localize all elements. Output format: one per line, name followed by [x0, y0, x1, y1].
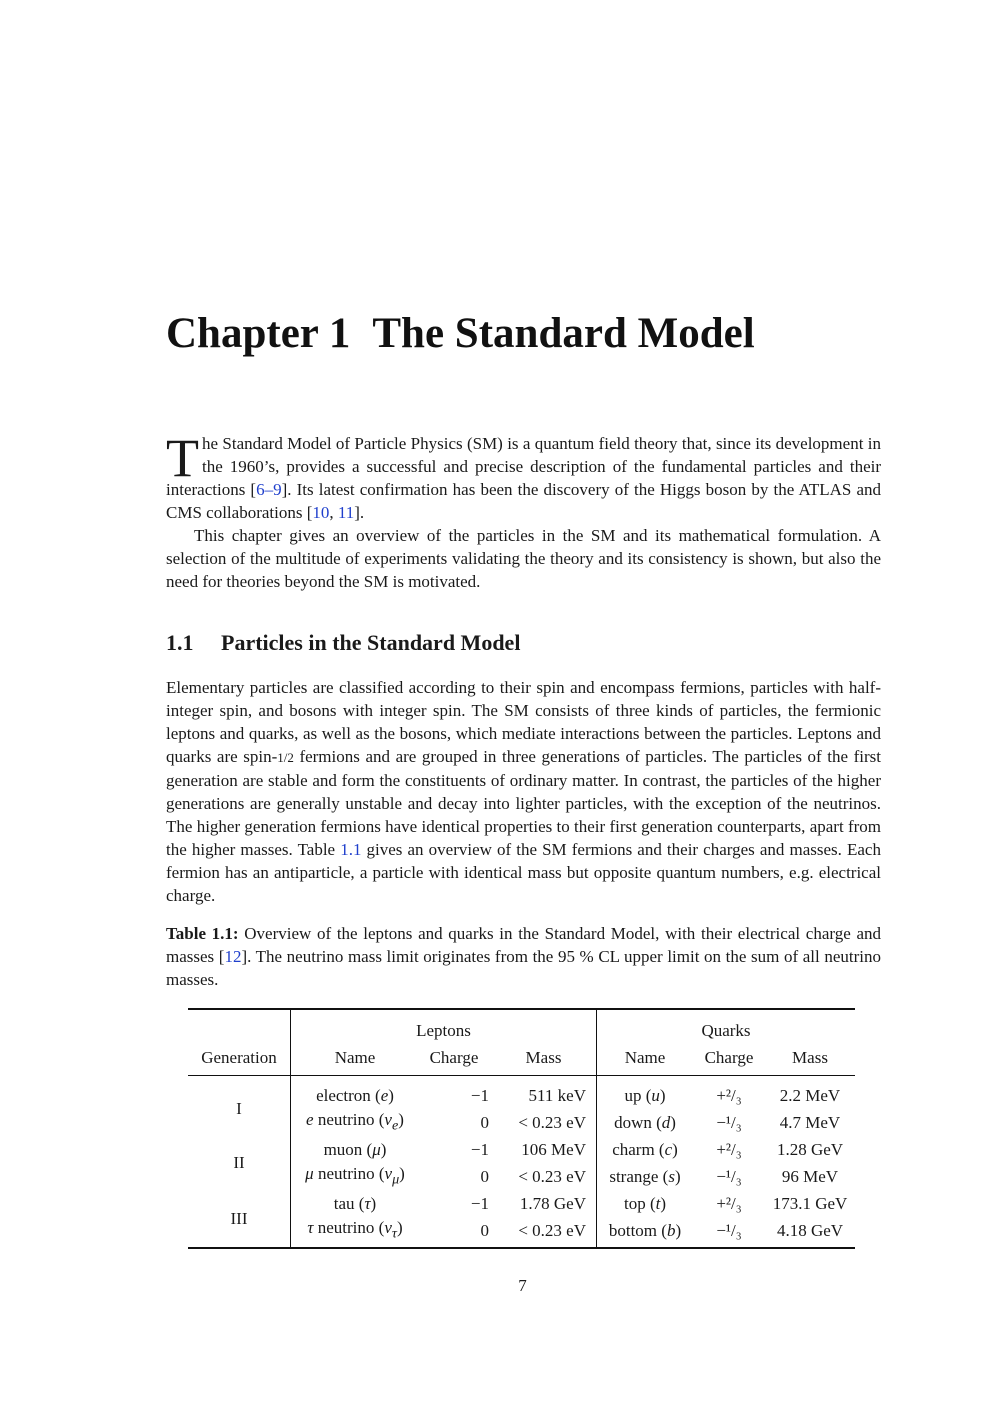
section-text-3: gives an overview of the SM fermions and their charges and masses. Each fermion has an antiparticle, a particle with identical mass but opposite quantum numbers, e.g. electrical charge.	[166, 840, 881, 905]
lepton-name-cell: τ neutrino $(\nu_\tau)$	[307, 1218, 403, 1242]
quark-mass-cell: 4.18 GeV	[776, 1220, 844, 1240]
citation-link[interactable]: 6–9	[256, 480, 282, 499]
quark-charge-cell: −¹/₃	[716, 1112, 742, 1132]
lepton-name-cell: μ neutrino $(\nu_\mu)$	[305, 1164, 405, 1188]
quark-mass-cell: 173.1 GeV	[772, 1193, 848, 1213]
quark-charge-cell: +²/₃	[716, 1139, 742, 1159]
citation-link[interactable]: 12	[224, 947, 242, 966]
quark-name-cell: up (u)	[624, 1085, 666, 1105]
quark-charge-cell: −¹/₃	[716, 1166, 742, 1186]
lepton-mass-cell: 1.78 GeV	[501, 1190, 597, 1217]
lepton-mass-cell: < 0.23 eV	[501, 1163, 597, 1190]
table-caption	[166, 922, 881, 991]
lepton-name-cell: muon (μ)	[323, 1139, 387, 1159]
intro-text-3: ].	[354, 503, 365, 522]
citation-separator: ,	[329, 503, 338, 522]
generation-cell: II	[188, 1136, 291, 1190]
chapter-name: The Standard Model	[372, 310, 755, 357]
caption-text-2: ]. The neutrino mass limit originates from the 95 % CL upper limit on the sum of all neutrino masses.	[166, 947, 881, 989]
table-column-header-row	[188, 1044, 855, 1076]
quark-mass-cell: 1.28 GeV	[776, 1139, 844, 1159]
intro-text-2: ]. Its latest confirmation has been the discovery of the Higgs boson by the ATLAS and CMS collaborations [	[166, 480, 881, 522]
lepton-charge-header: Charge	[429, 1047, 479, 1067]
quark-mass-header: Mass	[792, 1047, 828, 1067]
particle-table	[188, 1008, 855, 1249]
citation-link[interactable]: 11	[337, 503, 355, 522]
drop-cap: T	[166, 428, 199, 488]
section-text-2: fermions and are grouped in three generations of particles. The particles of the first generation are stable and form the constituents of ordinary matter. In contrast, the particles of the higher generations are generally unstable and decay into lighter particles, with the exception of the neutrinos. The higher generation fermions have identical properties to their first generation counterparts, apart from the higher masses. Table	[166, 747, 881, 859]
lepton-name-cell: tau (τ)	[333, 1193, 377, 1213]
table-row	[188, 1190, 855, 1217]
lepton-name-cell: e neutrino $(\nu_e)$	[306, 1110, 404, 1134]
generation-cell: I	[188, 1076, 291, 1137]
section-heading	[166, 628, 520, 658]
table-row	[188, 1136, 855, 1163]
lepton-name-header: Name	[334, 1047, 376, 1067]
lepton-charge-cell: −1	[470, 1139, 489, 1159]
lepton-mass-cell: 511 keV	[501, 1076, 597, 1110]
quark-charge-cell: +²/₃	[716, 1085, 742, 1105]
lepton-charge-cell: −1	[470, 1085, 489, 1105]
generation-cell: III	[188, 1190, 291, 1248]
quark-name-cell: strange (s)	[609, 1166, 681, 1186]
citation-link[interactable]: 10	[312, 503, 330, 522]
table-row	[188, 1076, 855, 1110]
quark-mass-cell: 2.2 MeV	[779, 1085, 841, 1105]
intro-paragraph-1	[166, 428, 881, 524]
chapter-intro	[166, 428, 881, 593]
page-number: 7	[518, 1276, 527, 1295]
lepton-name-cell: electron (e)	[316, 1085, 394, 1105]
lepton-charge-cell: 0	[480, 1220, 489, 1240]
lepton-mass-cell: < 0.23 eV	[501, 1217, 597, 1248]
table-reference-link[interactable]: 1.1	[340, 840, 362, 859]
quark-name-cell: top (t)	[623, 1193, 667, 1213]
lepton-mass-cell: 106 MeV	[501, 1136, 597, 1163]
quarks-group-header: Quarks	[701, 1020, 751, 1040]
section-paragraph	[166, 676, 881, 907]
quark-name-cell: bottom (b)	[608, 1220, 682, 1240]
lepton-mass-header: Mass	[501, 1044, 597, 1076]
caption-label: Table 1.1:	[166, 924, 239, 943]
quark-name-cell: down (d)	[614, 1112, 676, 1132]
section-number: 1.1	[166, 630, 194, 655]
table-header-empty	[188, 1009, 291, 1044]
quark-name-cell: charm (c)	[612, 1139, 678, 1159]
section-text-1: Elementary particles are classified according to their spin and encompass fermions, particles with half-integer spin, and bosons with integer spin. The SM consists of three kinds of particles, the fermionic leptons and quarks, as well as the bosons, which mediate interactions between the particles. Leptons and quarks are spin-	[166, 678, 881, 766]
quark-name-header: Name	[624, 1047, 666, 1067]
caption-text-1: Overview of the leptons and quarks in the Standard Model, with their electrical charge and masses [	[166, 924, 881, 966]
generation-header: Generation	[188, 1044, 291, 1076]
intro-paragraph-2: This chapter gives an overview of the particles in the SM and its mathematical formulation. A selection of the multitude of experiments validating the theory and its consistency is shown, but also the need for theories beyond the SM is motivated.	[166, 526, 881, 591]
quark-mass-cell: 96 MeV	[781, 1166, 839, 1186]
quark-charge-cell: −¹/₃	[716, 1220, 742, 1240]
quark-charge-cell: +²/₃	[716, 1193, 742, 1213]
lepton-charge-cell: −1	[470, 1193, 489, 1213]
quark-mass-cell: 4.7 MeV	[779, 1112, 841, 1132]
table-group-header-row	[188, 1009, 855, 1044]
lepton-charge-cell: 0	[480, 1166, 489, 1186]
chapter-title	[166, 306, 886, 362]
chapter-number: Chapter 1	[166, 310, 351, 357]
section-title: Particles in the Standard Model	[221, 630, 521, 655]
lepton-mass-cell: < 0.23 eV	[501, 1109, 597, 1136]
spin-fraction: 1/2	[277, 750, 294, 765]
quark-charge-header: Charge	[704, 1047, 754, 1067]
intro-text-1: he Standard Model of Particle Physics (SM) is a quantum field theory that, since its development in the 1960’s, provides a successful and precise description of the fundamental particles and their interactions [	[166, 434, 881, 499]
leptons-group-header: Leptons	[291, 1009, 597, 1044]
lepton-charge-cell: 0	[480, 1112, 489, 1132]
